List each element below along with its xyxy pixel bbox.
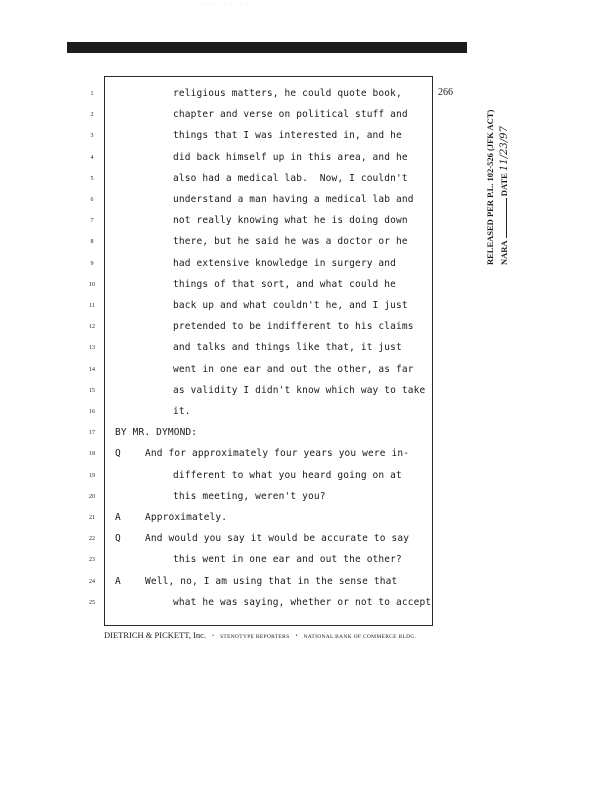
transcript-line-text: not really knowing what he is doing down bbox=[173, 215, 408, 227]
line-number: 21 bbox=[89, 515, 95, 521]
transcript-line-text: And would you say it would be accurate to say bbox=[145, 533, 410, 545]
stamp-initials-signature bbox=[506, 198, 507, 238]
transcript-line-text: back up and what couldn't he, and I just bbox=[173, 300, 408, 311]
transcript-line-text: and talks and things like that, it just bbox=[173, 342, 402, 354]
line-number: 24 bbox=[89, 578, 95, 585]
line-number: 25 bbox=[89, 599, 95, 606]
speaker-marker: A bbox=[115, 512, 121, 523]
transcript-line-text: this meeting, weren't you? bbox=[173, 490, 326, 502]
faint-header-text: · · · · · · · · · · · bbox=[190, 2, 250, 8]
transcript-line-text: understand a man having a medical lab and bbox=[173, 194, 414, 205]
line-number: 5 bbox=[90, 175, 94, 182]
line-number: 7 bbox=[90, 218, 94, 225]
transcript-line-text: religious matters, he could quote book, bbox=[173, 88, 402, 99]
transcript-line-text: also had a medical lab. Now, I couldn't bbox=[173, 172, 408, 184]
transcript-line-text: BY MR. DYMOND: bbox=[115, 427, 198, 439]
line-number: 16 bbox=[89, 409, 95, 415]
line-number: 4 bbox=[90, 154, 94, 161]
line-number: 15 bbox=[89, 387, 95, 394]
page-number: 266 bbox=[438, 87, 453, 98]
footer-separator: • bbox=[295, 633, 298, 639]
transcript-line-text: different to what you heard going on at bbox=[173, 469, 402, 481]
transcript-line-text: things that I was interested in, and he bbox=[173, 130, 402, 142]
line-number: 10 bbox=[89, 281, 95, 288]
speaker-marker: Q bbox=[115, 448, 121, 460]
line-number: 9 bbox=[90, 260, 94, 267]
transcript-line-text: what he was saying, whether or not to accept bbox=[173, 596, 432, 608]
line-number: 1 bbox=[90, 91, 94, 97]
line-number: 11 bbox=[89, 303, 95, 309]
stamp-date-value: 11/23/97 bbox=[499, 126, 510, 172]
line-number: 17 bbox=[89, 430, 95, 437]
footer bbox=[104, 630, 434, 640]
transcript-line-text: this went in one ear and out the other? bbox=[173, 554, 402, 566]
line-number: 20 bbox=[89, 493, 95, 500]
speaker-marker: A bbox=[115, 575, 121, 587]
line-number: 19 bbox=[89, 472, 95, 479]
transcript-line-text: chapter and verse on political stuff and bbox=[173, 109, 408, 121]
footer-address: NATIONAL BANK OF COMMERCE BLDG. bbox=[303, 634, 417, 640]
transcript-line-text: went in one ear and out the other, as far bbox=[173, 363, 414, 375]
stamp-nara-label: NARA bbox=[499, 240, 509, 265]
transcript-line-text: it. bbox=[173, 406, 191, 417]
line-number: 8 bbox=[90, 239, 94, 246]
line-number: 13 bbox=[89, 345, 95, 352]
line-number: 6 bbox=[90, 197, 94, 203]
line-number: 22 bbox=[89, 536, 95, 543]
transcript-line-text: did back himself up in this area, and he bbox=[173, 151, 408, 163]
line-number: 14 bbox=[89, 366, 95, 373]
release-stamp bbox=[483, 109, 553, 265]
transcript-line-text: had extensive knowledge in surgery and bbox=[173, 257, 397, 269]
line-number: 12 bbox=[89, 324, 95, 331]
transcript-line-text: pretended to be indifferent to his claims bbox=[173, 321, 414, 333]
stamp-release-line: RELEASED PER P.L. 102-526 (JFK ACT) bbox=[485, 109, 495, 265]
footer-firm-name: DIETRICH & PICKETT, Inc. bbox=[104, 630, 207, 640]
line-number: 2 bbox=[90, 112, 94, 119]
top-black-bar bbox=[67, 42, 467, 53]
transcript-line-text: as validity I didn't know which way to take bbox=[173, 384, 426, 396]
footer-separator: • bbox=[212, 633, 214, 639]
line-number: 3 bbox=[90, 133, 94, 140]
transcript-line-text: things of that sort, and what could he bbox=[173, 278, 397, 290]
line-number: 18 bbox=[89, 451, 95, 458]
line-number: 23 bbox=[89, 557, 95, 564]
transcript-line-text: And for approximately four years you were in- bbox=[145, 448, 410, 460]
transcript-line-text: Well, no, I am using that in the sense that bbox=[145, 575, 398, 587]
transcript-line-text: there, but he said he was a doctor or he bbox=[173, 236, 408, 248]
transcript-line-text: Approximately. bbox=[145, 512, 228, 523]
footer-role: STENOTYPE REPORTERS bbox=[220, 634, 290, 640]
stamp-date-label: DATE bbox=[499, 173, 509, 197]
speaker-marker: Q bbox=[115, 533, 121, 545]
